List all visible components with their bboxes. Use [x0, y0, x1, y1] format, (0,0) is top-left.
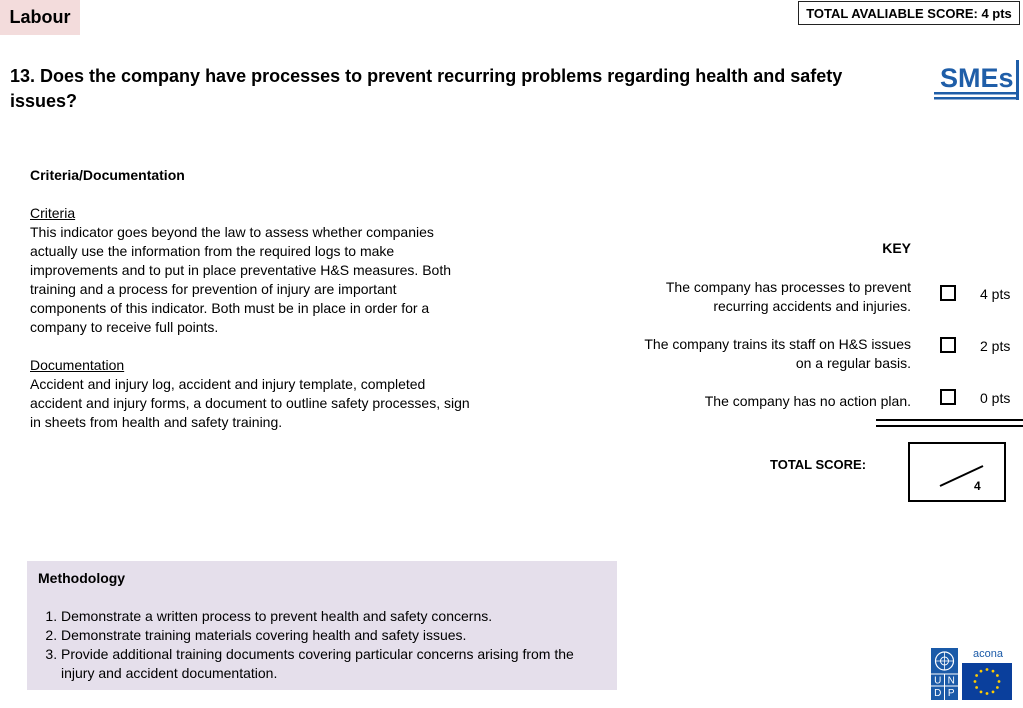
eu-star	[986, 668, 989, 671]
key-row-1-text	[611, 278, 911, 316]
slash-icon	[910, 444, 1004, 500]
total-score-label: TOTAL SCORE:	[770, 457, 867, 472]
criteria-line: training and a process for prevention of injury are important	[30, 281, 397, 297]
eu-star	[975, 686, 978, 689]
total-score-box[interactable]	[908, 442, 1006, 502]
undp-letter: D	[934, 688, 942, 699]
criteria-line: components of this indicator. Both must be in place in order for a	[30, 300, 430, 316]
eu-flag-icon	[962, 663, 1012, 700]
undp-letter: N	[947, 675, 955, 687]
key-row-2-points: 2 pts	[980, 338, 1011, 354]
methodology-item: 2. Demonstrate training materials covering health and safety issues.	[61, 626, 606, 645]
undp-logo	[931, 648, 958, 700]
key-row-line: The company trains its staff on H&S issues	[644, 336, 911, 352]
key-row-line: recurring accidents and injuries.	[713, 298, 911, 314]
methodology-heading: Methodology	[38, 570, 126, 586]
acona-label: acona	[973, 648, 1003, 660]
divider-line	[876, 419, 1023, 421]
methodology-item: 1. Demonstrate a written process to prevent health and safety concerns.	[61, 607, 606, 626]
documentation-line: accident and injury forms, a document to outline safety processes, sign	[30, 395, 470, 411]
eu-star	[996, 674, 999, 677]
key-row-3-points: 0 pts	[980, 390, 1011, 406]
criteria-line: actually use the information from the required logs to make	[30, 243, 395, 259]
section-tag: Labour	[0, 0, 80, 35]
documentation-label: Documentation	[30, 357, 125, 373]
key-row-1-points: 4 pts	[980, 286, 1011, 302]
documentation-line: Accident and injury log, accident and injury template, completed	[30, 376, 426, 392]
key-row-2-checkbox[interactable]	[940, 337, 956, 353]
key-title: KEY	[882, 240, 911, 256]
smes-logo	[932, 56, 1022, 102]
eu-star	[980, 670, 983, 673]
smes-logo-text: SMEs	[940, 63, 1014, 93]
key-row-line: The company has no action plan.	[704, 393, 911, 409]
key-row-line: on a regular basis.	[795, 355, 911, 371]
criteria-line: This indicator goes beyond the law to assess whether companies	[30, 224, 434, 240]
methodology-box	[27, 561, 617, 690]
eu-star	[998, 680, 1001, 683]
methodology-item: 3. Provide additional training documents covering particular concerns arising from the injury and accident documentation.	[61, 645, 606, 683]
eu-star	[996, 686, 999, 689]
total-available-score: TOTAL AVALIABLE SCORE: 4 pts	[798, 1, 1020, 25]
key-row-1-checkbox[interactable]	[940, 285, 956, 301]
key-row-2-text	[611, 335, 911, 373]
key-row-line: The company has processes to prevent	[665, 279, 911, 295]
total-score-max: 4	[974, 479, 981, 493]
criteria-line: company to receive full points.	[30, 319, 219, 335]
eu-star	[986, 692, 989, 695]
question-title: 13. Does the company have processes to prevent recurring problems regarding health and safety issues?	[10, 66, 843, 111]
documentation-line: in sheets from health and safety training.	[30, 414, 283, 430]
eu-star	[992, 690, 995, 693]
methodology-list	[38, 607, 606, 683]
key-row-3-checkbox[interactable]	[940, 389, 956, 405]
criteria-documentation	[30, 166, 490, 432]
eu-star	[980, 690, 983, 693]
divider-line	[876, 425, 1023, 427]
undp-letter: P	[947, 688, 955, 699]
key-row-3-text	[611, 392, 911, 411]
eu-star	[974, 680, 977, 683]
eu-star	[975, 674, 978, 677]
eu-star	[992, 670, 995, 673]
criteria-line: improvements and to put in place preventative H&S measures. Both	[30, 262, 451, 278]
criteria-label: Criteria	[30, 205, 76, 221]
undp-letter: U	[934, 675, 942, 687]
criteria-heading: Criteria/Documentation	[30, 167, 185, 183]
